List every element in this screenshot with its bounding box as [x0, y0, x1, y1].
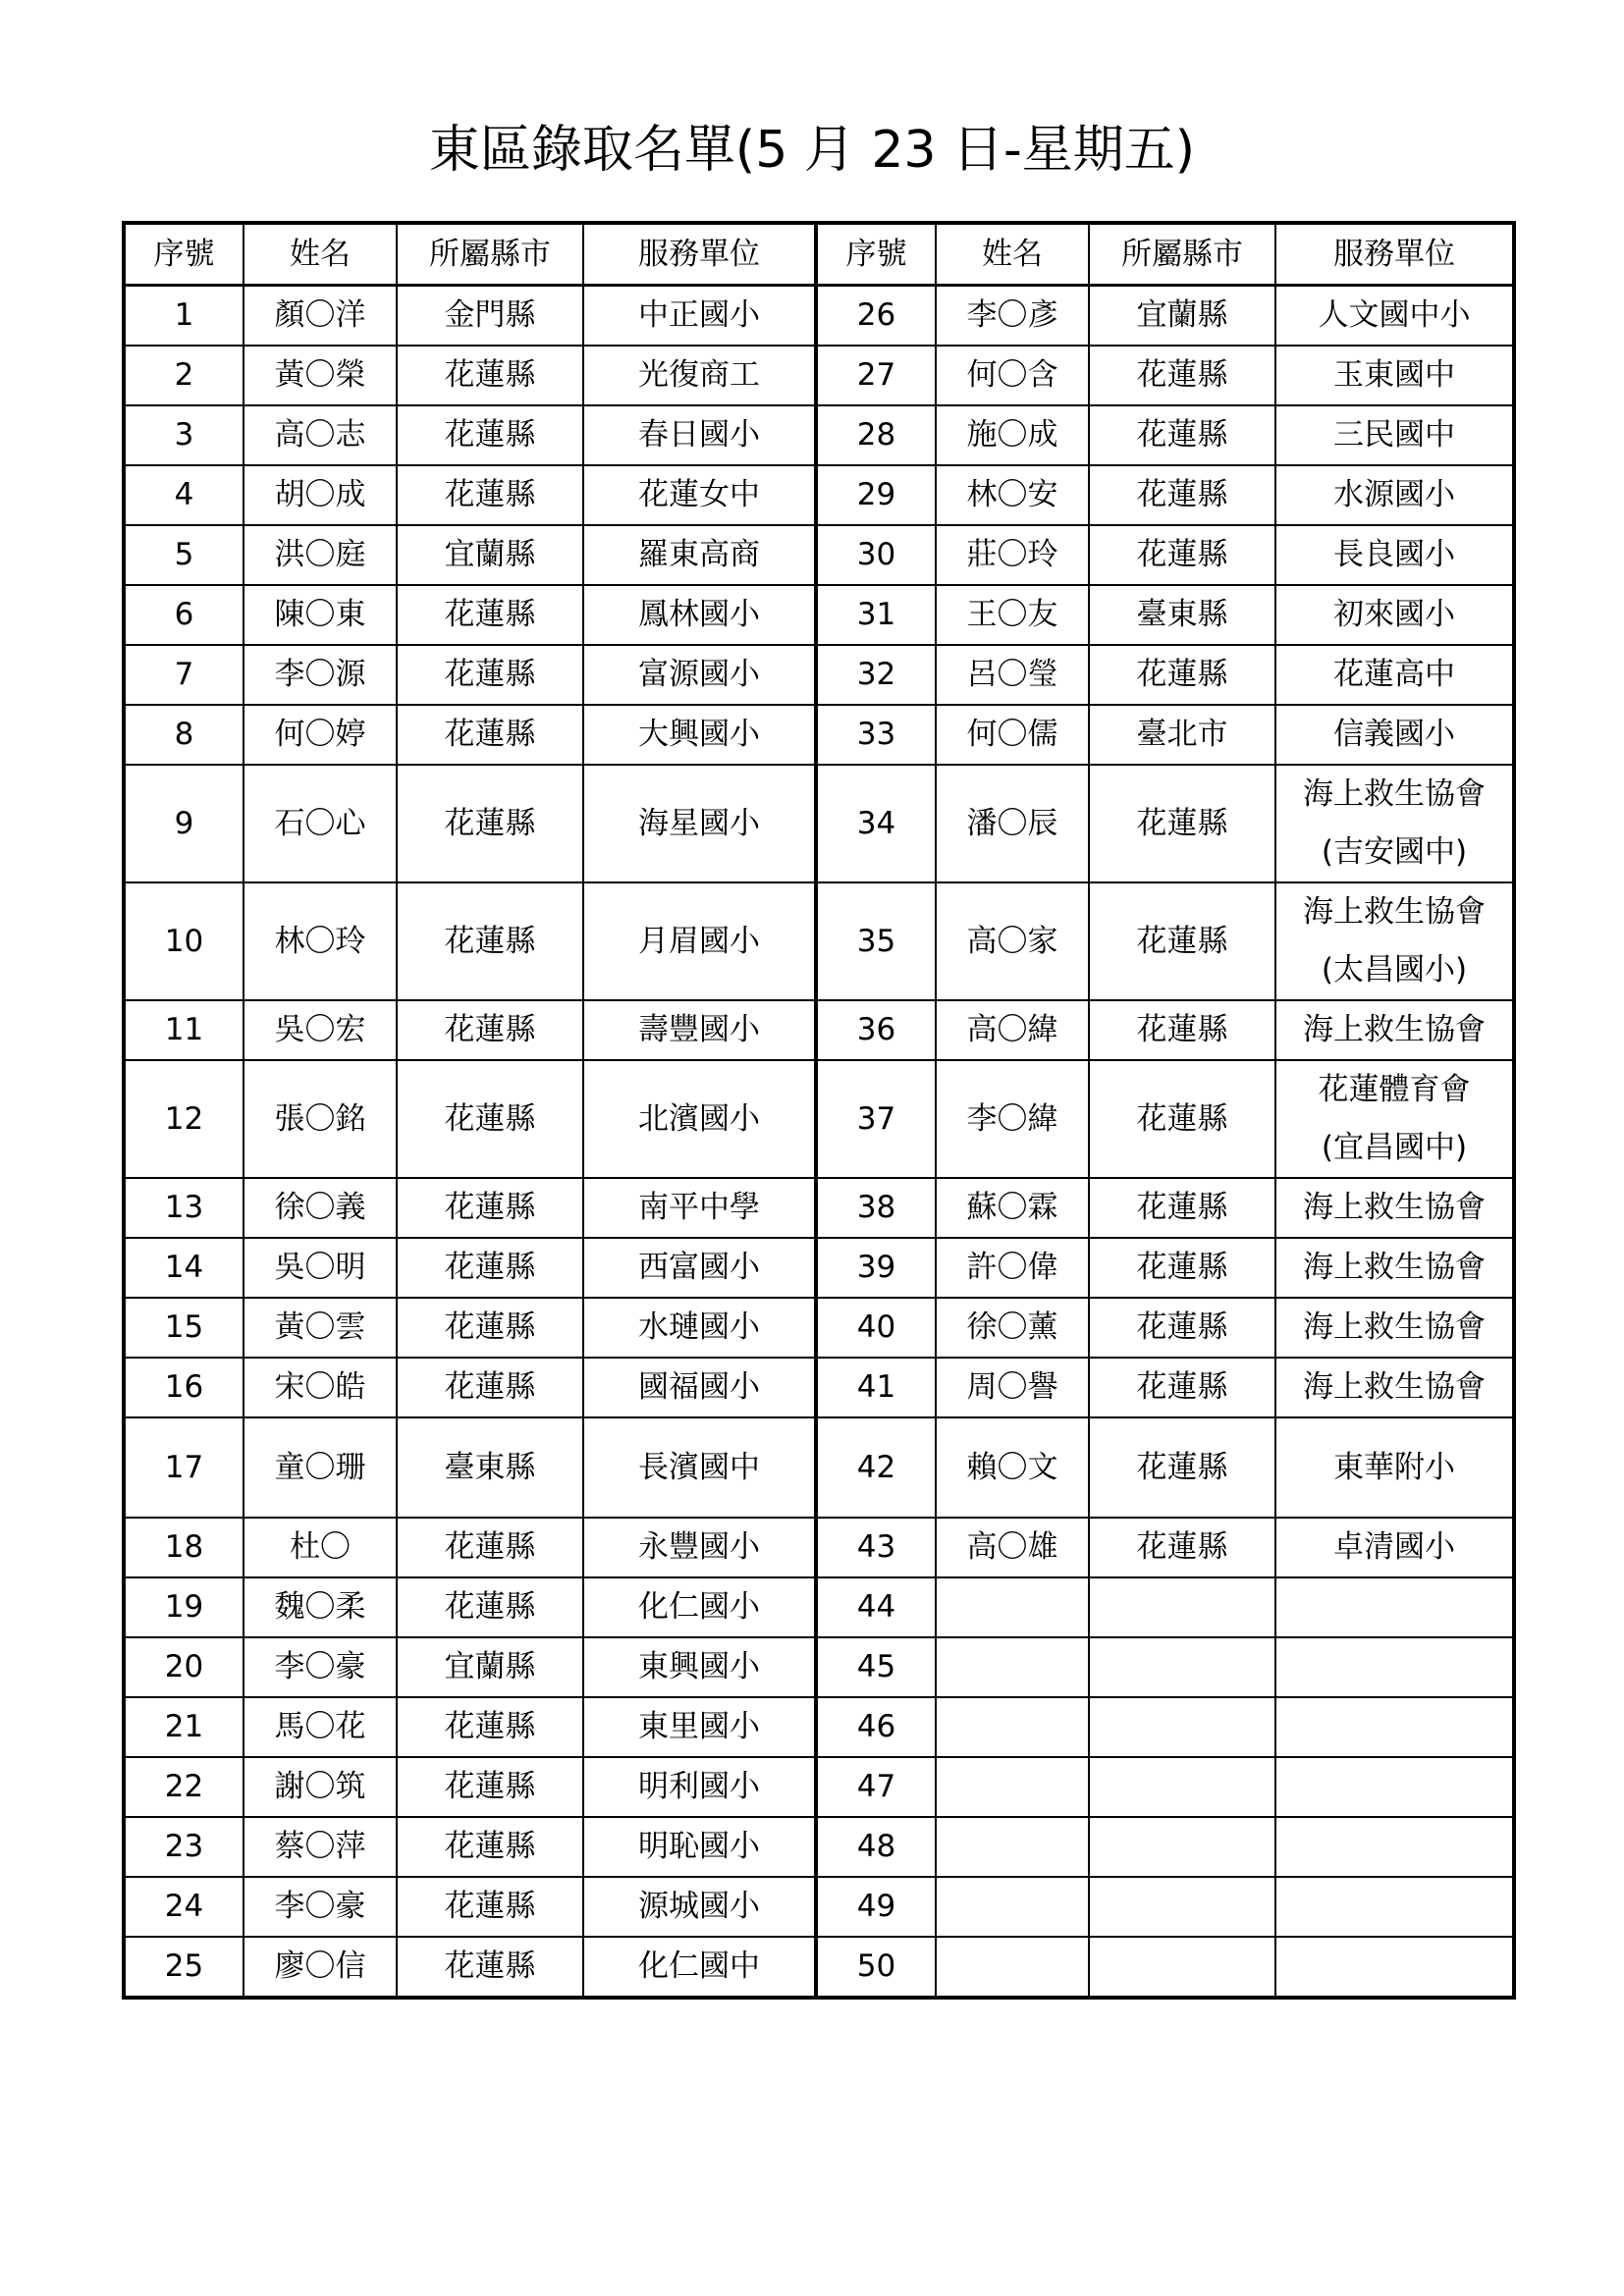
cell-unit [583, 405, 816, 465]
cell-county: 花蓮縣 [1089, 465, 1275, 525]
cell-unit-line: 明利國小 [638, 1769, 760, 1804]
cell-no: 39 [816, 1238, 936, 1298]
cell-no: 20 [124, 1637, 244, 1697]
cell-name: 高〇家 [936, 882, 1089, 1000]
cell-county: 花蓮縣 [1089, 1000, 1275, 1060]
cell-county [1089, 1937, 1275, 1998]
cell-unit-line: 玉東國中 [1333, 357, 1455, 393]
cell-unit [583, 1577, 816, 1637]
cell-county: 臺東縣 [397, 1417, 583, 1518]
table-row [124, 1060, 1514, 1178]
cell-name: 李〇豪 [244, 1877, 397, 1937]
cell-unit [583, 1817, 816, 1877]
cell-no: 45 [816, 1637, 936, 1697]
cell-county: 花蓮縣 [397, 346, 583, 405]
cell-unit [1275, 346, 1514, 405]
cell-unit [583, 1518, 816, 1577]
cell-unit [1275, 1697, 1514, 1757]
cell-unit [583, 1637, 816, 1697]
cell-name: 黃〇雲 [244, 1298, 397, 1358]
cell-county: 花蓮縣 [397, 405, 583, 465]
cell-no: 40 [816, 1298, 936, 1358]
cell-name: 高〇志 [244, 405, 397, 465]
cell-unit [583, 1060, 816, 1178]
cell-no: 6 [124, 585, 244, 645]
cell-county: 花蓮縣 [1089, 645, 1275, 705]
cell-no: 14 [124, 1238, 244, 1298]
cell-unit-line: (太昌國小) [1321, 952, 1468, 988]
cell-no: 30 [816, 525, 936, 585]
cell-unit [583, 585, 816, 645]
cell-county: 花蓮縣 [397, 1060, 583, 1178]
cell-unit [1275, 1757, 1514, 1817]
cell-county: 花蓮縣 [1089, 1417, 1275, 1518]
cell-name [936, 1757, 1089, 1817]
cell-county [1089, 1877, 1275, 1937]
cell-name: 黃〇榮 [244, 346, 397, 405]
cell-unit-line: 三民國中 [1333, 417, 1455, 453]
cell-unit [583, 1298, 816, 1358]
cell-unit-line: 海上救生協會 [1303, 1190, 1486, 1225]
cell-no: 3 [124, 405, 244, 465]
cell-county: 花蓮縣 [397, 705, 583, 765]
cell-unit-line: 光復商工 [638, 357, 760, 393]
cell-unit [583, 1417, 816, 1518]
cell-county: 花蓮縣 [397, 1697, 583, 1757]
cell-no: 26 [816, 286, 936, 347]
cell-unit-line: 源城國小 [638, 1889, 760, 1924]
cell-unit [1275, 1358, 1514, 1417]
cell-name: 李〇源 [244, 645, 397, 705]
cell-no: 47 [816, 1757, 936, 1817]
cell-unit-line: 月眉國小 [638, 923, 760, 959]
cell-name: 高〇緯 [936, 1000, 1089, 1060]
cell-no: 27 [816, 346, 936, 405]
cell-unit-line: 水源國小 [1333, 477, 1455, 512]
cell-unit-line: (宜昌國中) [1321, 1130, 1468, 1165]
cell-name [936, 1697, 1089, 1757]
cell-name: 王〇友 [936, 585, 1089, 645]
cell-unit-line: 羅東高商 [638, 537, 760, 572]
cell-county [1089, 1637, 1275, 1697]
cell-unit-line: 海上救生協會 [1303, 1250, 1486, 1285]
cell-unit-line: 花蓮體育會 [1318, 1072, 1471, 1107]
cell-unit [1275, 1060, 1514, 1178]
cell-unit-line: (吉安國中) [1321, 834, 1468, 870]
cell-unit [583, 286, 816, 347]
cell-unit [583, 346, 816, 405]
cell-no: 35 [816, 882, 936, 1000]
cell-no: 7 [124, 645, 244, 705]
table-row [124, 1000, 1514, 1060]
cell-unit-line: 卓清國小 [1333, 1529, 1455, 1565]
cell-unit-line: 明恥國小 [638, 1829, 760, 1864]
cell-name: 莊〇玲 [936, 525, 1089, 585]
cell-no: 46 [816, 1697, 936, 1757]
cell-name: 潘〇辰 [936, 765, 1089, 882]
cell-county: 花蓮縣 [397, 465, 583, 525]
cell-unit [583, 765, 816, 882]
cell-unit-line: 中正國小 [638, 297, 760, 333]
cell-name: 許〇偉 [936, 1238, 1089, 1298]
header-cell-unit: 服務單位 [583, 223, 816, 286]
table-row [124, 765, 1514, 882]
table-row [124, 1937, 1514, 1998]
cell-county: 花蓮縣 [1089, 1238, 1275, 1298]
cell-no: 32 [816, 645, 936, 705]
table-row [124, 525, 1514, 585]
cell-unit [1275, 1937, 1514, 1998]
cell-name: 何〇含 [936, 346, 1089, 405]
cell-unit-line: 化仁國中 [638, 1949, 760, 1984]
cell-unit [1275, 1518, 1514, 1577]
cell-unit-line: 海上救生協會 [1303, 776, 1486, 812]
cell-unit [1275, 585, 1514, 645]
cell-unit [1275, 1637, 1514, 1697]
cell-no: 15 [124, 1298, 244, 1358]
cell-unit-line: 長濱國中 [638, 1449, 760, 1485]
cell-unit [1275, 1178, 1514, 1238]
table-row [124, 405, 1514, 465]
cell-unit [1275, 705, 1514, 765]
cell-county: 花蓮縣 [1089, 346, 1275, 405]
cell-name: 吳〇明 [244, 1238, 397, 1298]
cell-unit-line: 國福國小 [638, 1369, 760, 1405]
cell-unit [583, 882, 816, 1000]
cell-county: 花蓮縣 [397, 1298, 583, 1358]
cell-county: 花蓮縣 [1089, 1518, 1275, 1577]
cell-name: 謝〇筑 [244, 1757, 397, 1817]
cell-no: 28 [816, 405, 936, 465]
cell-unit-line: 東興國小 [638, 1649, 760, 1684]
cell-no: 37 [816, 1060, 936, 1178]
cell-unit-line: 花蓮高中 [1333, 657, 1455, 692]
cell-unit [1275, 525, 1514, 585]
cell-unit [583, 1000, 816, 1060]
cell-no: 9 [124, 765, 244, 882]
table-row [124, 645, 1514, 705]
cell-name: 高〇雄 [936, 1518, 1089, 1577]
cell-unit-line: 東華附小 [1333, 1449, 1455, 1485]
cell-no: 38 [816, 1178, 936, 1238]
header-cell-name: 姓名 [936, 223, 1089, 286]
table-row [124, 1238, 1514, 1298]
cell-unit [583, 1178, 816, 1238]
cell-county: 花蓮縣 [1089, 405, 1275, 465]
cell-name: 陳〇東 [244, 585, 397, 645]
cell-county: 花蓮縣 [1089, 765, 1275, 882]
cell-no: 18 [124, 1518, 244, 1577]
header-cell-unit: 服務單位 [1275, 223, 1514, 286]
cell-no: 11 [124, 1000, 244, 1060]
cell-unit-line: 壽豐國小 [638, 1012, 760, 1047]
cell-name [936, 1577, 1089, 1637]
cell-name: 徐〇義 [244, 1178, 397, 1238]
cell-unit [583, 1358, 816, 1417]
cell-unit-line: 水璉國小 [638, 1309, 760, 1345]
cell-unit [583, 645, 816, 705]
cell-county: 花蓮縣 [1089, 525, 1275, 585]
cell-no: 33 [816, 705, 936, 765]
cell-county: 花蓮縣 [397, 1178, 583, 1238]
cell-unit-line: 海星國小 [638, 805, 760, 841]
table-row [124, 705, 1514, 765]
cell-county: 花蓮縣 [397, 1000, 583, 1060]
cell-county [1089, 1697, 1275, 1757]
cell-no: 31 [816, 585, 936, 645]
cell-unit [583, 1937, 816, 1998]
cell-name: 廖〇信 [244, 1937, 397, 1998]
cell-county: 花蓮縣 [397, 1518, 583, 1577]
cell-county: 花蓮縣 [1089, 1298, 1275, 1358]
cell-county: 花蓮縣 [1089, 1060, 1275, 1178]
cell-no: 42 [816, 1417, 936, 1518]
cell-no: 44 [816, 1577, 936, 1637]
cell-county: 花蓮縣 [397, 1577, 583, 1637]
cell-unit [1275, 1877, 1514, 1937]
header-cell-county: 所屬縣市 [1089, 223, 1275, 286]
cell-name: 洪〇庭 [244, 525, 397, 585]
cell-no: 17 [124, 1417, 244, 1518]
cell-name [936, 1637, 1089, 1697]
cell-unit [1275, 1817, 1514, 1877]
cell-name: 宋〇皓 [244, 1358, 397, 1417]
cell-unit [1275, 1238, 1514, 1298]
cell-name: 李〇彥 [936, 286, 1089, 347]
header-cell-county: 所屬縣市 [397, 223, 583, 286]
cell-name: 李〇豪 [244, 1637, 397, 1697]
cell-unit-line: 鳳林國小 [638, 597, 760, 632]
cell-unit-line: 信義國小 [1333, 717, 1455, 752]
header-cell-name: 姓名 [244, 223, 397, 286]
cell-county: 花蓮縣 [397, 1757, 583, 1817]
cell-name: 周〇譽 [936, 1358, 1089, 1417]
cell-no: 41 [816, 1358, 936, 1417]
cell-unit [1275, 1298, 1514, 1358]
cell-unit-line: 富源國小 [638, 657, 760, 692]
cell-name: 胡〇成 [244, 465, 397, 525]
table-row [124, 1298, 1514, 1358]
cell-county: 花蓮縣 [1089, 1178, 1275, 1238]
cell-no: 34 [816, 765, 936, 882]
table-row [124, 346, 1514, 405]
cell-unit-line: 化仁國小 [638, 1589, 760, 1625]
cell-name: 馬〇花 [244, 1697, 397, 1757]
cell-no: 36 [816, 1000, 936, 1060]
cell-county: 花蓮縣 [397, 765, 583, 882]
cell-unit [583, 705, 816, 765]
cell-no: 50 [816, 1937, 936, 1998]
cell-unit-line: 西富國小 [638, 1250, 760, 1285]
cell-no: 12 [124, 1060, 244, 1178]
cell-name: 李〇緯 [936, 1060, 1089, 1178]
cell-no: 10 [124, 882, 244, 1000]
cell-no: 2 [124, 346, 244, 405]
cell-name: 石〇心 [244, 765, 397, 882]
table-row [124, 1577, 1514, 1637]
cell-unit [1275, 645, 1514, 705]
table-row [124, 1358, 1514, 1417]
cell-unit-line: 花蓮女中 [638, 477, 760, 512]
cell-no: 4 [124, 465, 244, 525]
cell-name: 蔡〇萍 [244, 1817, 397, 1877]
header-cell-no: 序號 [816, 223, 936, 286]
cell-name: 顏〇洋 [244, 286, 397, 347]
cell-county: 花蓮縣 [397, 882, 583, 1000]
cell-unit-line: 大興國小 [638, 717, 760, 752]
cell-county: 臺東縣 [1089, 585, 1275, 645]
cell-no: 49 [816, 1877, 936, 1937]
cell-name [936, 1937, 1089, 1998]
table-row [124, 585, 1514, 645]
cell-no: 1 [124, 286, 244, 347]
cell-unit [1275, 286, 1514, 347]
cell-name: 徐〇薰 [936, 1298, 1089, 1358]
cell-no: 43 [816, 1518, 936, 1577]
table-row [124, 1178, 1514, 1238]
table-row [124, 1518, 1514, 1577]
cell-unit [1275, 882, 1514, 1000]
cell-county: 宜蘭縣 [397, 525, 583, 585]
cell-name: 杜〇 [244, 1518, 397, 1577]
cell-unit-line: 海上救生協會 [1303, 1369, 1486, 1405]
cell-unit-line: 海上救生協會 [1303, 1309, 1486, 1345]
cell-no: 24 [124, 1877, 244, 1937]
cell-county [1089, 1757, 1275, 1817]
cell-county [1089, 1817, 1275, 1877]
cell-county: 花蓮縣 [397, 585, 583, 645]
cell-unit-line: 南平中學 [638, 1190, 760, 1225]
table-row [124, 1637, 1514, 1697]
cell-county: 臺北市 [1089, 705, 1275, 765]
cell-no: 5 [124, 525, 244, 585]
table-row [124, 1697, 1514, 1757]
table-row [124, 286, 1514, 347]
cell-name: 童〇珊 [244, 1417, 397, 1518]
cell-unit [583, 465, 816, 525]
cell-no: 22 [124, 1757, 244, 1817]
cell-no: 16 [124, 1358, 244, 1417]
cell-unit-line: 海上救生協會 [1303, 1012, 1486, 1047]
cell-unit [583, 1238, 816, 1298]
cell-unit [583, 1877, 816, 1937]
cell-name [936, 1877, 1089, 1937]
roster-table [122, 221, 1516, 2000]
cell-name: 何〇儒 [936, 705, 1089, 765]
cell-name: 蘇〇霖 [936, 1178, 1089, 1238]
cell-unit-line: 海上救生協會 [1303, 894, 1486, 930]
cell-name: 賴〇文 [936, 1417, 1089, 1518]
table-row [124, 1757, 1514, 1817]
cell-unit-line: 人文國中小 [1318, 297, 1471, 333]
table-row [124, 465, 1514, 525]
cell-name [936, 1817, 1089, 1877]
page-title: 東區錄取名單(5 月 23 日-星期五) [428, 121, 1196, 180]
cell-unit [1275, 1577, 1514, 1637]
cell-unit-line: 春日國小 [638, 417, 760, 453]
cell-name: 林〇玲 [244, 882, 397, 1000]
cell-county: 花蓮縣 [397, 1817, 583, 1877]
cell-no: 19 [124, 1577, 244, 1637]
cell-unit [1275, 765, 1514, 882]
cell-name: 施〇成 [936, 405, 1089, 465]
cell-unit-line: 初來國小 [1333, 597, 1455, 632]
cell-name: 呂〇瑩 [936, 645, 1089, 705]
cell-no: 23 [124, 1817, 244, 1877]
cell-unit [1275, 405, 1514, 465]
cell-no: 8 [124, 705, 244, 765]
cell-county [1089, 1577, 1275, 1637]
cell-name: 何〇婷 [244, 705, 397, 765]
cell-no: 48 [816, 1817, 936, 1877]
cell-name: 吳〇宏 [244, 1000, 397, 1060]
cell-county: 花蓮縣 [397, 1358, 583, 1417]
cell-unit-line: 永豐國小 [638, 1529, 760, 1565]
cell-unit [583, 1697, 816, 1757]
cell-county: 金門縣 [397, 286, 583, 347]
cell-name: 林〇安 [936, 465, 1089, 525]
cell-name: 魏〇柔 [244, 1577, 397, 1637]
cell-unit-line: 北濱國小 [638, 1100, 760, 1137]
cell-unit-line: 長良國小 [1333, 537, 1455, 572]
cell-county: 花蓮縣 [397, 1937, 583, 1998]
cell-no: 21 [124, 1697, 244, 1757]
cell-unit [583, 1757, 816, 1817]
table-row [124, 1417, 1514, 1518]
cell-unit [1275, 465, 1514, 525]
table-row [124, 1877, 1514, 1937]
cell-unit-line: 東里國小 [638, 1709, 760, 1744]
cell-county: 花蓮縣 [1089, 1358, 1275, 1417]
header-cell-no: 序號 [124, 223, 244, 286]
cell-county: 花蓮縣 [397, 1238, 583, 1298]
cell-county: 花蓮縣 [1089, 882, 1275, 1000]
table-header-row [124, 223, 1514, 286]
cell-county: 宜蘭縣 [1089, 286, 1275, 347]
cell-county: 花蓮縣 [397, 1877, 583, 1937]
cell-unit [1275, 1000, 1514, 1060]
cell-unit [583, 525, 816, 585]
cell-county: 花蓮縣 [397, 645, 583, 705]
cell-county: 宜蘭縣 [397, 1637, 583, 1697]
cell-no: 13 [124, 1178, 244, 1238]
cell-name: 張〇銘 [244, 1060, 397, 1178]
cell-no: 29 [816, 465, 936, 525]
table-row [124, 1817, 1514, 1877]
cell-unit [1275, 1417, 1514, 1518]
table-row [124, 882, 1514, 1000]
cell-no: 25 [124, 1937, 244, 1998]
